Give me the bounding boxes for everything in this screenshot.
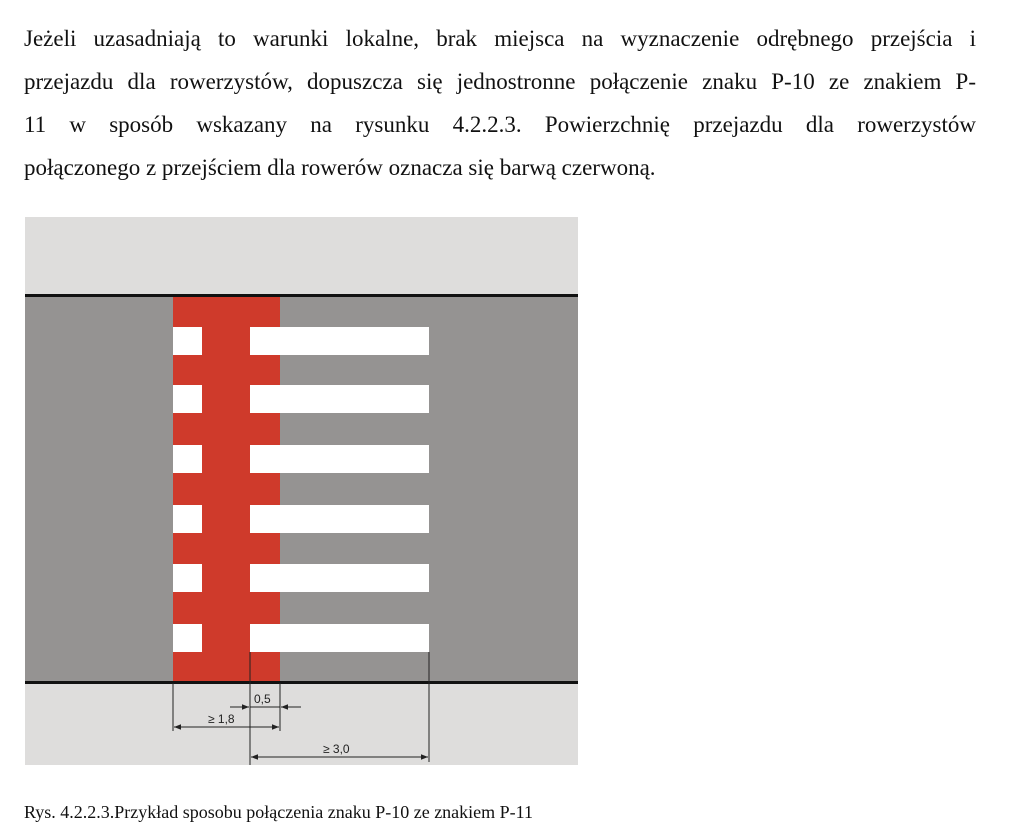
body-paragraph: [24, 17, 976, 189]
crossing-figure: [25, 217, 578, 765]
zebra-stripe: [250, 445, 429, 473]
square-marking: [173, 445, 202, 473]
zebra-stripe: [250, 327, 429, 355]
square-marking: [173, 505, 202, 533]
square-marking: [173, 564, 202, 592]
sidewalk-top: [25, 217, 578, 295]
square-marking: [173, 327, 202, 355]
paragraph-line-2: przejazdu dla rowerzystów, dopuszcza się jednostronne połączenie znaku P-10 ze znakiem P-: [24, 69, 976, 94]
curb-line-bottom: [25, 681, 578, 684]
zebra-stripe: [250, 564, 429, 592]
square-marking: [173, 624, 202, 652]
paragraph-line-3: 11 w sposób wskazany na rysunku 4.2.2.3. Powierzchnię przejazdu dla rowerzystów: [24, 112, 976, 137]
square-marking: [173, 385, 202, 413]
dimension-label-3-0: ≥ 3,0: [323, 742, 350, 756]
paragraph-line-1: Jeżeli uzasadniają to warunki lokalne, brak miejsca na wyznaczenie odrębnego przejścia i: [24, 26, 976, 51]
dimension-label-1-8: ≥ 1,8: [208, 712, 235, 726]
dimension-label-0-5: 0,5: [254, 692, 271, 706]
zebra-stripe: [250, 505, 429, 533]
paragraph-line-4: połączonego z przejściem dla rowerów oznacza się barwą czerwoną.: [24, 155, 656, 180]
curb-line-top: [25, 294, 578, 297]
figure-caption: Rys. 4.2.2.3.Przykład sposobu połączenia znaku P-10 ze znakiem P-11: [24, 802, 534, 822]
crossing-diagram: [25, 217, 578, 765]
zebra-stripe: [250, 624, 429, 652]
sidewalk-bottom: [25, 683, 578, 765]
zebra-stripe: [250, 385, 429, 413]
